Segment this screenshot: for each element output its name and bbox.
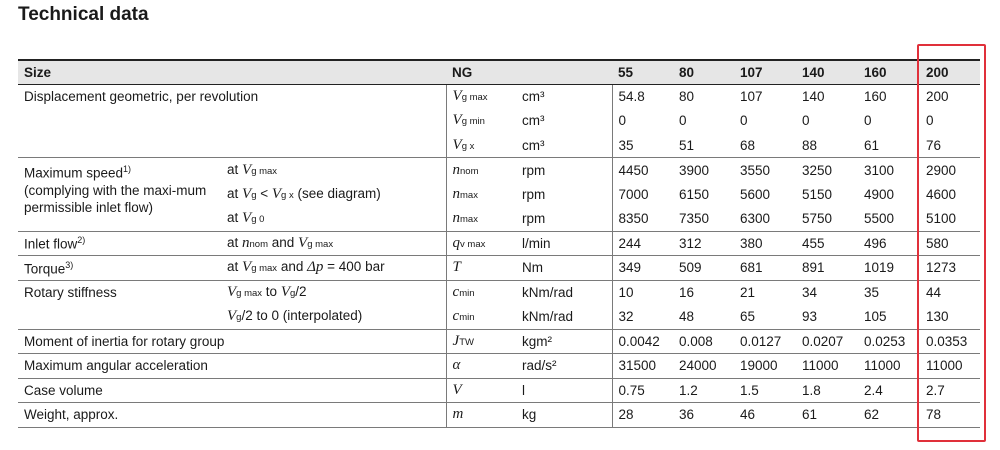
table-row [18,256,980,281]
row-label: Weight, approx. [18,403,446,428]
unit: kNm/rad [516,280,612,305]
value: 0 [802,113,810,129]
value: 5100 [926,211,957,226]
value: 46 [734,403,796,428]
value: 130 [926,309,949,324]
symbol: m [446,403,516,428]
value: 5150 [802,186,833,202]
symbol: Vg min [446,109,516,134]
symbol: qv max [446,231,516,256]
symbol: JTW [446,329,516,354]
value: 62 [858,403,920,428]
condition: at Vg 0 [227,210,265,226]
unit: cm³ [522,113,545,129]
unit: kgm² [516,329,612,354]
size-header-200: 200 [920,60,980,84]
value: 0 [679,113,687,129]
value: 80 [673,84,734,109]
condition: at Vg max [221,158,446,183]
value: 44 [920,280,980,305]
value: 88 [802,137,818,153]
value: 6300 [740,211,771,226]
value: 16 [673,280,734,305]
value: 2900 [920,158,980,183]
value: 5600 [740,186,771,202]
row-label: Maximum angular acceleration [18,354,446,379]
unit: rpm [522,211,546,226]
symbol: cmin [446,280,516,305]
value: 1.8 [796,378,858,403]
row-label: Rotary stiffness [18,280,221,329]
size-header-140: 140 [796,60,858,84]
value: 2.4 [858,378,920,403]
value: 76 [926,137,942,153]
value: 8350 [612,207,673,232]
condition: at Vg max and Δp = 400 bar [221,256,446,281]
symbol: Vg max [446,84,516,109]
technical-data-table [18,59,980,428]
value: 11000 [796,354,858,379]
table-header-row [18,60,980,84]
value: 24000 [673,354,734,379]
value: 496 [858,231,920,256]
value: 1.2 [673,378,734,403]
row-label: Maximum speed$^{1)}$ (complying with the maxi-mum permissible inlet flow) [18,158,221,232]
table-row [18,403,980,428]
value: 5750 [802,211,833,226]
unit: rpm [516,158,612,183]
value: 3100 [858,158,920,183]
unit: kNm/rad [522,309,574,324]
symbol: nmax [446,182,516,207]
value: 380 [734,231,796,256]
size-header-160: 160 [858,60,920,84]
value: 312 [673,231,734,256]
value: 11000 [920,354,980,379]
value: 32 [612,305,673,330]
table-row [18,231,980,256]
unit: l/min [516,231,612,256]
value: 0 [740,113,748,129]
symbol: nnom [446,158,516,183]
row-label: Displacement geometric, per revolution [18,84,446,158]
value: 61 [864,137,880,153]
symbol: V [446,378,516,403]
table-row [18,84,980,109]
table-row [18,354,980,379]
value: 78 [920,403,980,428]
value: 891 [796,256,858,281]
row-label: Inlet flow$^{2)}$ [18,231,221,256]
size-header-55: 55 [612,60,673,84]
value: 0 [612,109,673,134]
condition: at Vg < Vg x (see diagram) [227,185,381,202]
value: 0.0207 [796,329,858,354]
value: 3250 [796,158,858,183]
value: 31500 [612,354,673,379]
value: 54.8 [612,84,673,109]
symbol: α [446,354,516,379]
unit: rpm [522,186,546,202]
value: 455 [796,231,858,256]
table-row [18,329,980,354]
value: 0.008 [673,329,734,354]
value: 3900 [673,158,734,183]
value: 0 [864,113,872,129]
value: 61 [796,403,858,428]
condition: Vg max to Vg/2 [221,280,446,305]
value: 65 [740,309,756,324]
value: 36 [673,403,734,428]
value: 0.0127 [734,329,796,354]
unit: rad/s² [516,354,612,379]
symbol: Vg x [446,133,516,158]
symbol: T [446,256,516,281]
row-label: Case volume [18,378,446,403]
condition: Vg/2 to 0 (interpolated) [227,308,363,324]
value: 48 [679,309,695,324]
ng-header: NG [446,60,612,84]
value: 140 [796,84,858,109]
value: 6150 [679,186,710,202]
value: 35 [612,133,673,158]
value: 7350 [679,211,710,226]
value: 107 [734,84,796,109]
size-header: Size [18,60,446,84]
table-row [18,158,980,183]
value: 1273 [920,256,980,281]
page-title: Technical data [18,4,149,25]
value: 105 [864,309,887,324]
value: 349 [612,256,673,281]
value: 10 [612,280,673,305]
value: 1.5 [734,378,796,403]
value: 160 [858,84,920,109]
row-label: Moment of inertia for rotary group [18,329,446,354]
value: 5500 [864,211,895,226]
value: 93 [802,309,818,324]
value: 4600 [926,186,957,202]
value: 4900 [864,186,895,202]
value: 580 [920,231,980,256]
value: 0.0042 [612,329,673,354]
unit: cm³ [516,84,612,109]
unit: l [516,378,612,403]
value: 0.0353 [920,329,980,354]
symbol: nmax [446,207,516,232]
value: 1019 [858,256,920,281]
value: 28 [612,403,673,428]
value: 4450 [612,158,673,183]
value: 11000 [858,354,920,379]
value: 34 [796,280,858,305]
value: 0.75 [612,378,673,403]
value: 19000 [734,354,796,379]
size-header-107: 107 [734,60,796,84]
value: 2.7 [920,378,980,403]
unit: Nm [516,256,612,281]
value: 0.0253 [858,329,920,354]
value: 200 [920,84,980,109]
value: 244 [612,231,673,256]
condition: at nnom and Vg max [221,231,446,256]
value: 35 [858,280,920,305]
table-row [18,378,980,403]
size-header-80: 80 [673,60,734,84]
value: 0 [926,113,934,129]
value: 3550 [734,158,796,183]
row-label: Torque$^{3)}$ [18,256,221,281]
symbol: cmin [446,305,516,330]
value: 7000 [612,182,673,207]
value: 509 [673,256,734,281]
unit: cm³ [522,137,545,153]
unit: kg [516,403,612,428]
value: 68 [740,137,756,153]
table-row [18,280,980,305]
value: 681 [734,256,796,281]
value: 51 [679,137,695,153]
value: 21 [734,280,796,305]
